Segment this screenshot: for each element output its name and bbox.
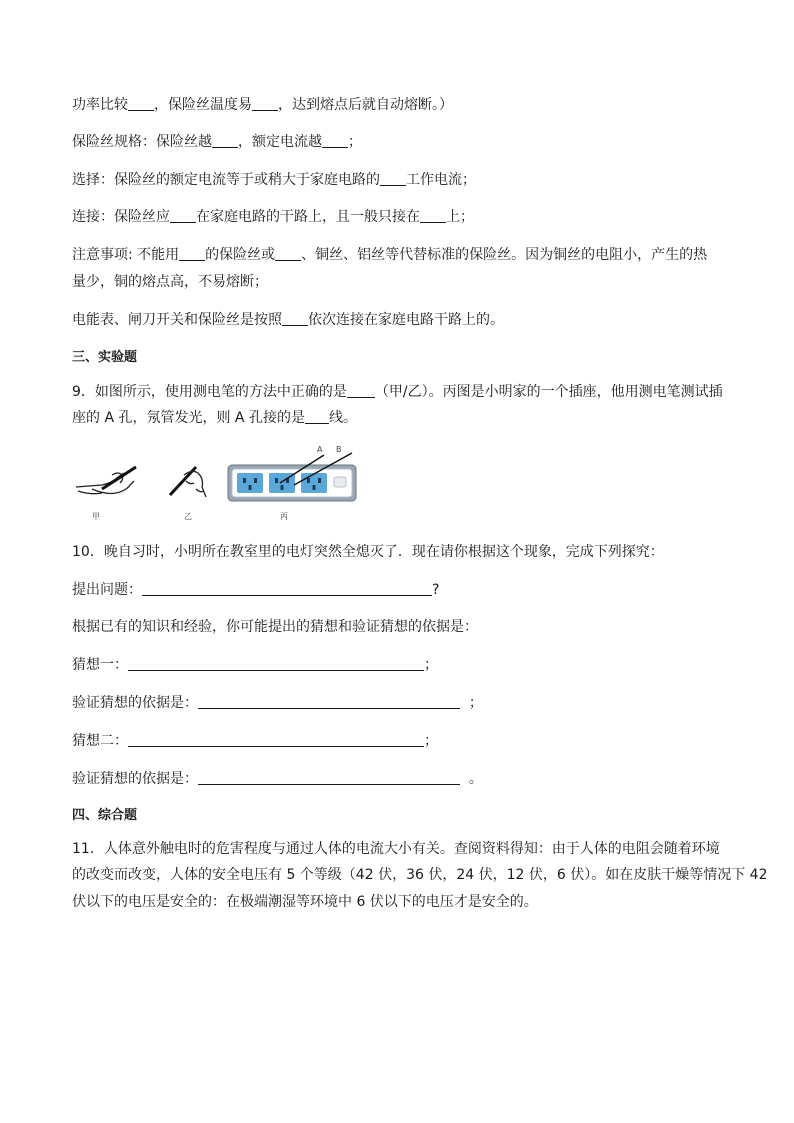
text: 。 [468,771,483,787]
question-10-guess-2-line [72,731,438,751]
text: ； [468,695,483,711]
hand-yi-illustration [170,467,206,497]
text: 、铜丝、铝丝等代替标准的保险丝。因为铜丝的电阻小，产生的热 [301,247,708,263]
answer-blank[interactable] [282,311,308,326]
text: 注意事项: 不能用 [72,247,180,263]
answer-blank[interactable] [380,171,406,186]
text: 的保险丝或 [205,247,276,263]
text: ； [424,733,438,749]
text: ? [432,582,440,598]
fuse-spec-line [72,132,362,152]
question-10-basis-1-line [72,693,483,713]
figure-label-jia: 甲 [92,512,100,521]
answer-blank[interactable] [420,208,446,223]
meter-order-line [72,310,504,330]
text: 猜想一： [72,657,128,673]
question-11-line-2: 的改变而改变，人体的安全电压有 5 个等级（42 伏，36 伏，24 伏，12 伏，6 伏）。如在皮肤干燥等情况下 42 [72,867,768,883]
answer-blank-long[interactable] [198,770,460,785]
text: 猜想二： [72,733,128,749]
answer-blank-long[interactable] [142,581,432,596]
text: 工作电流； [406,172,476,188]
text: 验证猜想的依据是： [72,771,198,787]
text: 9．如图所示，使用测电笔的方法中正确的是 [72,384,347,400]
answer-blank[interactable] [128,96,154,111]
answer-blank[interactable] [170,208,196,223]
text: ，保险丝温度易 [154,97,252,113]
answer-blank-long[interactable] [198,694,460,709]
answer-blank[interactable] [179,246,205,261]
test-pen-figure [72,445,362,523]
answer-blank-long[interactable] [128,656,424,671]
question-10-line-1: 10．晚自习时，小明所在教室里的电灯突然全熄灭了．现在请你根据这个现象，完成下列探究： [72,544,664,560]
hand-jia-illustration [76,467,136,494]
fuse-heat-line [72,95,453,115]
text: （甲/乙）。丙图是小明家的一个插座，他用测电笔测试插 [374,384,723,400]
answer-blank[interactable] [322,133,348,148]
fuse-notes-line [72,245,707,265]
question-11-line-3: 伏以下的电压是安全的：在极端潮湿等环境中 6 伏以下的电压才是安全的。 [72,894,538,910]
socket-illustration [228,453,356,501]
text: 在家庭电路的干路上，且一般只接在 [196,209,420,225]
question-9-line-2 [72,408,357,428]
text: 选择：保险丝的额定电流等于或稍大于家庭电路的 [72,172,380,188]
test-pen-illustration [72,445,362,523]
text: ； [348,134,362,150]
fuse-connect-line [72,207,474,227]
question-10-instructions: 根据已有的知识和经验，你可能提出的猜想和验证猜想的依据是： [72,619,478,635]
text: ，额定电流越 [238,134,322,150]
question-10-guess-1-line [72,655,438,675]
text: 保险丝规格：保险丝越 [72,134,212,150]
fuse-notes-line-2 [72,272,268,292]
figure-label-bing: 丙 [280,512,288,521]
text: 电能表、闸刀开关和保险丝是按照 [72,312,282,328]
text: 量少，铜的熔点高，不易熔断； [72,274,268,290]
answer-blank[interactable] [212,133,238,148]
question-10-basis-2-line [72,769,483,789]
answer-blank-long[interactable] [128,732,424,747]
text: 提出问题： [72,582,142,598]
text: 连接：保险丝应 [72,209,170,225]
text: 座的 A 孔，氖管发光，则 A 孔接的是 [72,410,305,426]
text: 依次连接在家庭电路干路上的。 [308,312,504,328]
text: 上； [446,209,474,225]
question-11-line-1: 11．人体意外触电时的危害程度与通过人体的电流大小有关。查阅资料得知：由于人体的电阻会随着环境 [72,841,720,857]
figure-label-yi: 乙 [184,512,192,521]
text: ，达到熔点后就自动熔断。） [278,97,453,113]
text: 验证猜想的依据是： [72,695,198,711]
text: 功率比较 [72,97,128,113]
answer-blank[interactable] [305,409,329,424]
figure-label-a: A [317,445,323,454]
section-heading-comprehensive: 四、综合题 [72,808,138,823]
answer-blank[interactable] [275,246,301,261]
text: 线。 [328,410,357,426]
question-10-problem-line [72,580,439,600]
answer-blank[interactable] [252,96,278,111]
text: ； [424,657,438,673]
section-heading-experiment: 三、实验题 [72,350,138,365]
question-9-line-1 [72,382,723,402]
fuse-select-line [72,170,476,190]
answer-blank[interactable] [347,383,375,398]
figure-label-b: B [336,445,342,454]
